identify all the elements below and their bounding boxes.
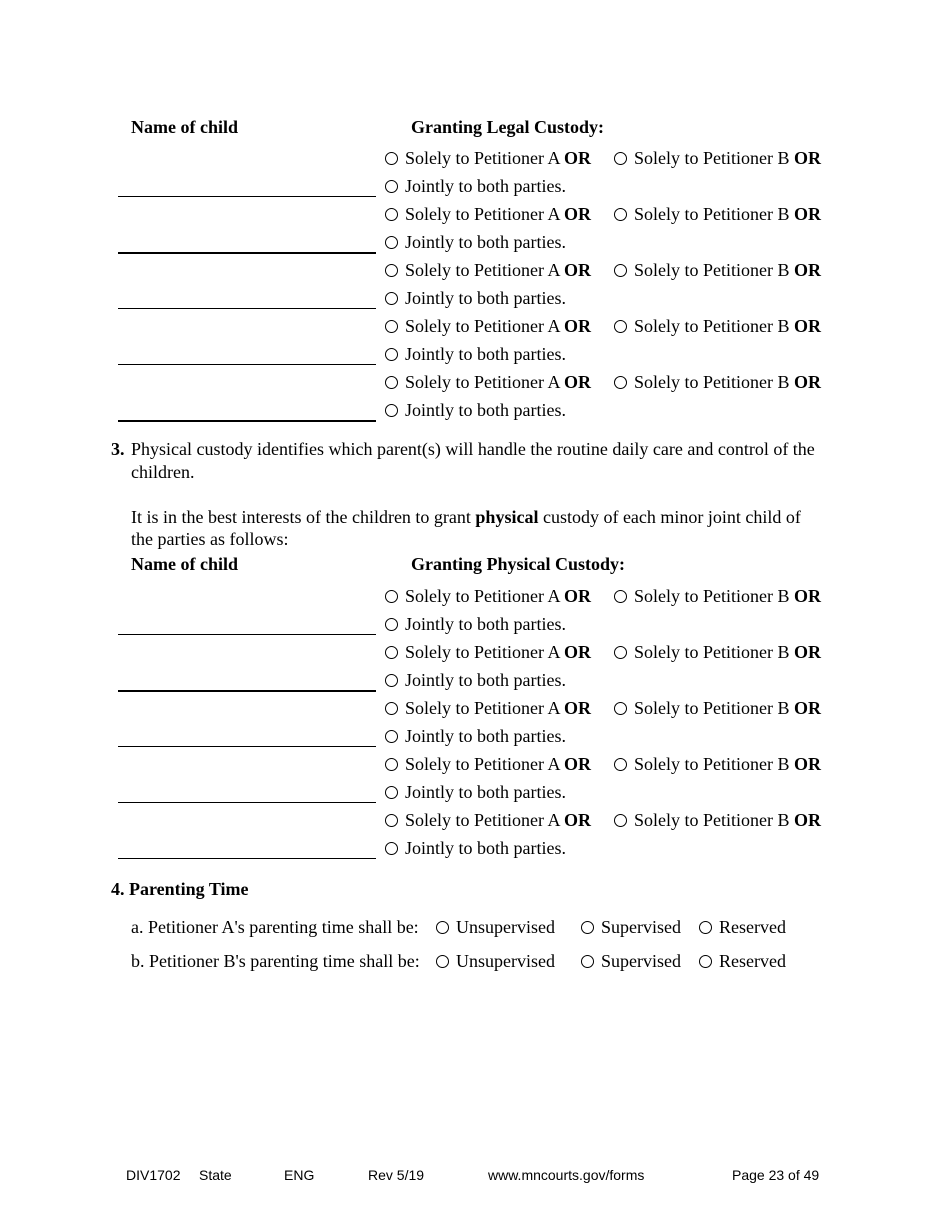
radio-icon[interactable] (614, 758, 627, 771)
radio-icon[interactable] (699, 921, 712, 934)
option-label: Jointly to both parties. (405, 670, 566, 690)
option-label: Jointly to both parties. (405, 614, 566, 634)
radio-icon[interactable] (385, 842, 398, 855)
radio-icon[interactable] (581, 955, 594, 968)
child-name-field[interactable] (118, 746, 376, 747)
option-label: Solely to Petitioner B (634, 372, 790, 392)
option-label: Unsupervised (456, 951, 555, 971)
parenting-b-unsupervised[interactable] (436, 951, 555, 972)
or-label: OR (564, 810, 592, 830)
parenting-a-supervised[interactable] (581, 917, 681, 938)
option-label: Jointly to both parties. (405, 176, 566, 196)
radio-icon[interactable] (385, 348, 398, 361)
option-label: Solely to Petitioner A (405, 316, 560, 336)
option-label: Jointly to both parties. (405, 400, 566, 420)
or-label: OR (794, 148, 821, 168)
or-label: OR (564, 754, 592, 774)
child-name-field[interactable] (118, 364, 376, 365)
physical-option-a[interactable] (385, 642, 591, 663)
legal-option-joint[interactable] (385, 400, 566, 421)
legal-option-joint[interactable] (385, 288, 566, 309)
physical-option-b[interactable] (614, 810, 821, 831)
parenting-a-unsupervised[interactable] (436, 917, 555, 938)
physical-option-a[interactable] (385, 698, 591, 719)
radio-icon[interactable] (385, 702, 398, 715)
option-label: Solely to Petitioner A (405, 642, 560, 662)
radio-icon[interactable] (385, 618, 398, 631)
radio-icon[interactable] (614, 320, 627, 333)
or-label: OR (794, 260, 821, 280)
legal-option-joint[interactable] (385, 344, 566, 365)
legal-option-b[interactable] (614, 372, 821, 393)
or-label: OR (794, 586, 821, 606)
physical-option-b[interactable] (614, 698, 821, 719)
option-label: Jointly to both parties. (405, 232, 566, 252)
legal-option-a[interactable] (385, 204, 591, 225)
radio-icon[interactable] (385, 208, 398, 221)
parenting-a-reserved[interactable] (699, 917, 786, 938)
option-label: Reserved (719, 917, 786, 937)
section-4-heading: 4. Parenting Time (111, 879, 249, 899)
or-label: OR (794, 698, 821, 718)
radio-icon[interactable] (614, 646, 627, 659)
physical-option-b[interactable] (614, 754, 821, 775)
option-label: Jointly to both parties. (405, 726, 566, 746)
physical-option-b[interactable] (614, 642, 821, 663)
footer-language: ENG (284, 1167, 315, 1183)
or-label: OR (564, 698, 592, 718)
radio-icon[interactable] (614, 814, 627, 827)
legal-option-b[interactable] (614, 204, 821, 225)
child-name-field[interactable] (118, 634, 376, 635)
physical-option-a[interactable] (385, 810, 591, 831)
radio-icon[interactable] (614, 264, 627, 277)
section-3-paragraph (131, 507, 801, 528)
radio-icon[interactable] (614, 208, 627, 221)
option-label: Jointly to both parties. (405, 288, 566, 308)
legal-option-a[interactable] (385, 148, 591, 169)
radio-icon[interactable] (581, 921, 594, 934)
parenting-b-supervised[interactable] (581, 951, 681, 972)
physical-option-b[interactable] (614, 586, 821, 607)
radio-icon[interactable] (436, 921, 449, 934)
radio-icon[interactable] (614, 702, 627, 715)
paragraph-bold-word: physical (475, 507, 539, 527)
radio-icon[interactable] (385, 152, 398, 165)
or-label: OR (564, 372, 592, 392)
paragraph-text-after: custody of each minor joint child of (542, 507, 801, 527)
radio-icon[interactable] (614, 590, 627, 603)
option-label: Jointly to both parties. (405, 344, 566, 364)
radio-icon[interactable] (385, 376, 398, 389)
radio-icon[interactable] (385, 264, 398, 277)
option-label: Unsupervised (456, 917, 555, 937)
option-label: Solely to Petitioner B (634, 586, 790, 606)
or-label: OR (794, 642, 821, 662)
radio-icon[interactable] (385, 758, 398, 771)
option-label: Solely to Petitioner A (405, 204, 560, 224)
option-label: Supervised (601, 917, 681, 937)
option-label: Solely to Petitioner A (405, 810, 560, 830)
option-label: Solely to Petitioner B (634, 810, 790, 830)
or-label: OR (794, 810, 821, 830)
option-label: Reserved (719, 951, 786, 971)
legal-option-a[interactable] (385, 316, 591, 337)
legal-grant-header: Granting Legal Custody: (411, 117, 605, 137)
or-label: OR (794, 204, 821, 224)
or-label: OR (564, 260, 592, 280)
option-label: Jointly to both parties. (405, 782, 566, 802)
physical-option-joint[interactable] (385, 838, 566, 859)
radio-icon[interactable] (614, 376, 627, 389)
section-3-number: 3. (111, 439, 125, 459)
option-label: Solely to Petitioner A (405, 698, 560, 718)
legal-name-header: Name of child (131, 117, 238, 137)
radio-icon[interactable] (385, 404, 398, 417)
option-label: Supervised (601, 951, 681, 971)
child-name-field[interactable] (118, 802, 376, 803)
legal-option-joint[interactable] (385, 232, 566, 253)
child-name-field[interactable] (118, 308, 376, 309)
or-label: OR (564, 642, 592, 662)
or-label: OR (794, 316, 821, 336)
footer-url[interactable]: www.mncourts.gov/forms (488, 1167, 645, 1183)
legal-option-joint[interactable] (385, 176, 566, 197)
or-label: OR (564, 586, 592, 606)
radio-icon[interactable] (699, 955, 712, 968)
section-3-paragraph-line2: the parties as follows: (131, 529, 289, 549)
or-label: OR (564, 148, 592, 168)
radio-icon[interactable] (385, 292, 398, 305)
or-label: OR (794, 372, 821, 392)
option-label: Solely to Petitioner B (634, 754, 790, 774)
legal-option-b[interactable] (614, 148, 821, 169)
radio-icon[interactable] (385, 674, 398, 687)
parenting-a-label: a. Petitioner A's parenting time shall be: (131, 917, 419, 937)
option-label: Solely to Petitioner B (634, 148, 790, 168)
radio-icon[interactable] (385, 646, 398, 659)
child-name-field[interactable] (118, 858, 376, 859)
option-label: Solely to Petitioner A (405, 148, 560, 168)
parenting-b-label: b. Petitioner B's parenting time shall be: (131, 951, 420, 971)
option-label: Solely to Petitioner A (405, 586, 560, 606)
option-label: Solely to Petitioner A (405, 372, 560, 392)
option-label: Solely to Petitioner A (405, 260, 560, 280)
option-label: Solely to Petitioner B (634, 260, 790, 280)
legal-option-a[interactable] (385, 372, 591, 393)
radio-icon[interactable] (614, 152, 627, 165)
or-label: OR (794, 754, 821, 774)
physical-option-joint[interactable] (385, 614, 566, 635)
option-label: Jointly to both parties. (405, 838, 566, 858)
radio-icon[interactable] (385, 786, 398, 799)
radio-icon[interactable] (385, 236, 398, 249)
child-name-field[interactable] (118, 196, 376, 197)
section-3-line2: children. (131, 462, 195, 482)
physical-option-a[interactable] (385, 586, 591, 607)
legal-option-a[interactable] (385, 260, 591, 281)
physical-name-header: Name of child (131, 554, 238, 574)
child-name-field[interactable] (118, 252, 376, 254)
option-label: Solely to Petitioner B (634, 316, 790, 336)
option-label: Solely to Petitioner A (405, 754, 560, 774)
legal-option-b[interactable] (614, 316, 821, 337)
radio-icon[interactable] (385, 590, 398, 603)
child-name-field[interactable] (118, 690, 376, 692)
option-label: Solely to Petitioner B (634, 642, 790, 662)
legal-option-b[interactable] (614, 260, 821, 281)
physical-option-joint[interactable] (385, 726, 566, 747)
radio-icon[interactable] (385, 180, 398, 193)
footer-jurisdiction: State (199, 1167, 232, 1183)
radio-icon[interactable] (385, 814, 398, 827)
physical-option-a[interactable] (385, 754, 591, 775)
paragraph-text-before: It is in the best interests of the children to grant (131, 507, 471, 527)
physical-option-joint[interactable] (385, 782, 566, 803)
option-label: Solely to Petitioner B (634, 698, 790, 718)
section-3-line1: Physical custody identifies which parent(s) will handle the routine daily care and control of the (131, 439, 815, 459)
or-label: OR (564, 204, 592, 224)
footer-form-number: DIV1702 (126, 1167, 181, 1183)
footer-revision: Rev 5/19 (368, 1167, 425, 1183)
radio-icon[interactable] (436, 955, 449, 968)
physical-option-joint[interactable] (385, 670, 566, 691)
footer-page-number: Page 23 of 49 (732, 1167, 820, 1183)
radio-icon[interactable] (385, 730, 398, 743)
child-name-field[interactable] (118, 420, 376, 422)
option-label: Solely to Petitioner B (634, 204, 790, 224)
or-label: OR (564, 316, 592, 336)
radio-icon[interactable] (385, 320, 398, 333)
physical-grant-header: Granting Physical Custody: (411, 554, 626, 574)
parenting-b-reserved[interactable] (699, 951, 786, 972)
